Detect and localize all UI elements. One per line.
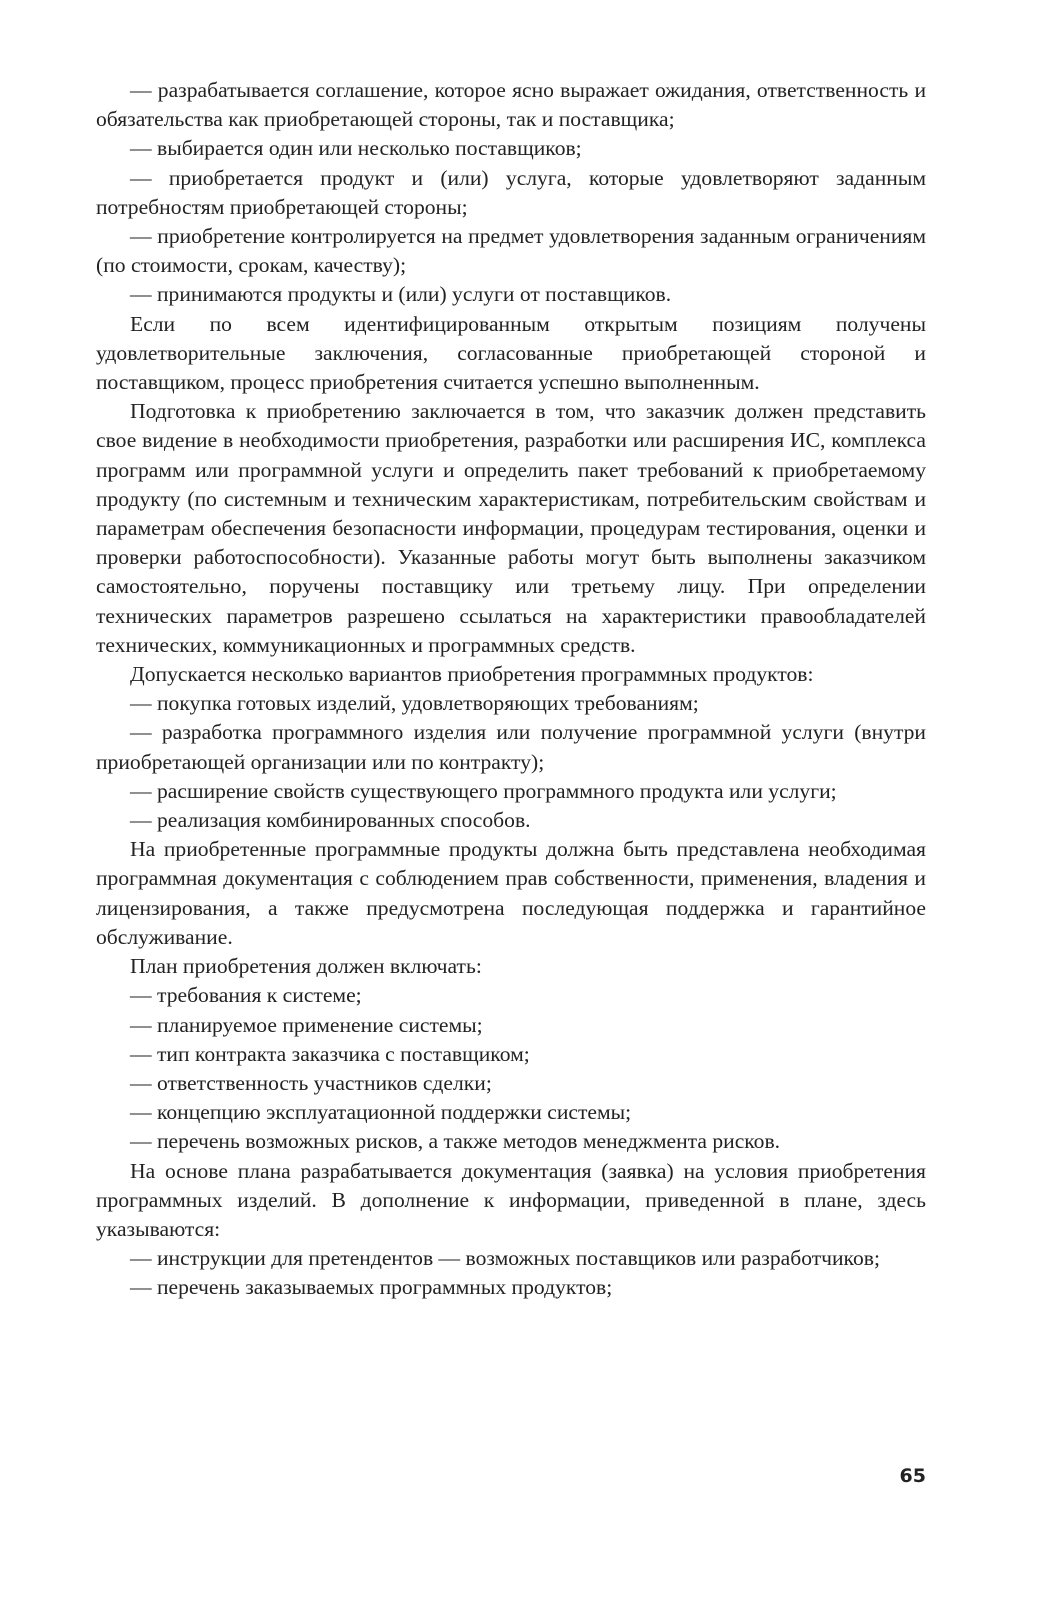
paragraph: — тип контракта заказчика с поставщиком; [130,1041,530,1066]
paragraph: — перечень заказываемых программных продуктов; [130,1275,613,1300]
paragraph: — приобретается продукт и (или) услуга, которые удовлетворяют заданным потребностям приобретающей стороны; [96,165,926,219]
paragraph: — перечень возможных рисков, а также методов менеджмента рисков. [130,1129,781,1154]
page-body [96,76,926,1303]
paragraph: Подготовка к приобретению заключается в том, что заказчик должен представить свое видение в необходимости приобретения, разработки или расширения ИС, комплекса программ или программной услуги и определить пакет требований к приобретаемому продукту (по системным и техническим характеристикам, потребительским свойствам и параметрам обеспечения безопасности информации, процедурам тестирования, оценки и проверки работоспособности). Указанные работы могут быть выполнены заказчиком самостоятельно, поручены поставщику или третьему лицу. При определении технических параметров разрешено ссылаться на характеристики правообладателей технических, коммуникационных и программных средств. [96,399,926,657]
paragraph: — реализация комбинированных способов. [130,808,531,833]
paragraph: — выбирается один или несколько поставщиков; [130,136,582,161]
paragraph: План приобретения должен включать: [130,954,482,979]
paragraph: — приобретение контролируется на предмет удовлетворения заданным ограничениям (по стоимости, срокам, качеству); [96,224,926,278]
paragraph: — требования к системе; [130,983,362,1008]
paragraph: — концепцию эксплуатационной поддержки системы; [130,1100,632,1125]
paragraph: — разрабатывается соглашение, которое ясно выражает ожидания, ответственность и обязательства как приобретающей стороны, так и поставщика; [96,78,926,132]
paragraph: — ответственность участников сделки; [130,1070,492,1095]
paragraph: — покупка готовых изделий, удовлетворяющих требованиям; [130,691,699,716]
paragraph: Если по всем идентифицированным открытым позициям получены удовлетворительные заключения, согласованные приобретающей стороной и поставщиком, процесс приобретения считается успешно выполненным. [96,311,926,395]
paragraph: На основе плана разрабатывается документация (заявка) на условия приобретения программных изделий. В дополнение к информации, приведенной в плане, здесь указываются: [96,1158,926,1241]
paragraph: Допускается несколько вариантов приобретения программных продуктов: [130,662,814,687]
paragraph: — разработка программного изделия или получение программной услуги (внутри приобретающей организации или по контракту); [96,720,926,774]
paragraph: — расширение свойств существующего программного продукта или услуги; [130,778,837,803]
paragraph: — принимаются продукты и (или) услуги от поставщиков. [130,282,672,307]
paragraph: — планируемое применение системы; [130,1012,483,1037]
paragraph: На приобретенные программные продукты должна быть представлена необходимая программная документация с соблюдением прав собственности, применения, владения и лицензирования, а также предусмотрена последующая поддержка и гарантийное обслуживание. [96,837,926,949]
page-number: 65 [899,1465,926,1487]
paragraph: — инструкции для претендентов — возможных поставщиков или разработчиков; [130,1246,880,1271]
